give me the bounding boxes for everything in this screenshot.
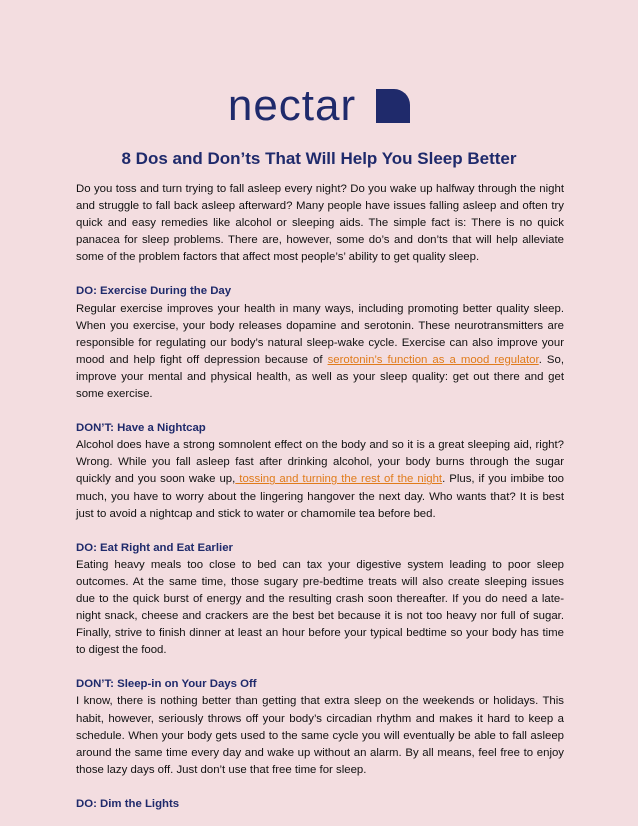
- section-text: Regular exercise improves your health in many ways, including promoting better quality sleep. When you exercise, your body releases dopamine and serotonin. These neurotransmitters are responsible for regulating our body’s natural sleep-wake cycle. Exercise can also improve your mood and help fight off depression because of: [76, 302, 564, 366]
- page-title: 8 Dos and Don’ts That Will Help You Sleep Better: [121, 149, 517, 168]
- section-text: Alcohol does have a strong somnolent effect on the body and so it is a great sleeping aid, right? Wrong. While you fall asleep fast after drinking alcohol, your body burns through the sugar quickly and you soon wake up,: [76, 439, 564, 486]
- section-body-sleep-in: I know, there is nothing better than getting that extra sleep on the weekends or holidays. This habit, however, seriously throws off your body’s circadian rhythm and makes it hard to keep a schedule. When your body gets used to the same cycle you will eventually be able to fall asleep around the same time every day and wake up without an alarm. By all means, feel free to enjoy those lazy days off. Just don’t use that free time for sleep.: [76, 695, 564, 776]
- section-heading-exercise: DO: Exercise During the Day: [76, 285, 232, 298]
- section-heading-nightcap: DON’T: Have a Nightcap: [76, 422, 206, 435]
- section-heading-sleep-in: DON’T: Sleep-in on Your Days Off: [76, 678, 257, 691]
- article-body: [76, 181, 564, 813]
- section-text: . So, improve your mental and physical health, as well as your sleep quality: get out there and get some exercise.: [76, 353, 564, 401]
- brand-logo: [0, 81, 638, 130]
- intro-paragraph: Do you toss and turn trying to fall asleep every night? Do you wake up halfway through the night and struggle to fall back asleep afterward? Many people have issues falling asleep and often try quick and easy remedies like alcohol or sleeping aids. The simple fact is: There is no quick panacea for sleep problems. There are, however, some do’s and don’ts that will help alleviate some of the problem factors that affect most people’s’ ability to get quality sleep.: [76, 183, 564, 264]
- section-body-eat: Eating heavy meals too close to bed can tax your digestive system leading to poor sleep outcomes. At the same time, those sugary pre-bedtime treats will also create sleeping issues due to the quick burst of energy and the resulting crash soon thereafter. If you do need a late-night snack, cheese and crackers are the best bet because it is not too heavy nor full of sugar. Finally, strive to finish dinner at least an hour before your typical bedtime so your body has time to digest the food.: [76, 558, 564, 657]
- serotonin-link[interactable]: serotonin’s function as a mood regulator: [327, 353, 539, 366]
- section-text: . Plus, if you imbibe too much, you have to worry about the lingering hangover the next day. Who wants that? It is best just to avoid a nightcap and stick to water or chamomile tea before bed.: [76, 473, 565, 520]
- section-heading-eat: DO: Eat Right and Eat Earlier: [76, 541, 233, 554]
- brand-wordmark: nectar: [227, 81, 357, 130]
- tossing-turning-link[interactable]: tossing and turning the rest of the night: [235, 473, 443, 486]
- section-body-exercise: [76, 301, 564, 404]
- section-body-nightcap: [76, 437, 564, 522]
- nectar-logo-mark-icon: [376, 89, 410, 123]
- section-heading-dim-lights: DO: Dim the Lights: [76, 797, 180, 810]
